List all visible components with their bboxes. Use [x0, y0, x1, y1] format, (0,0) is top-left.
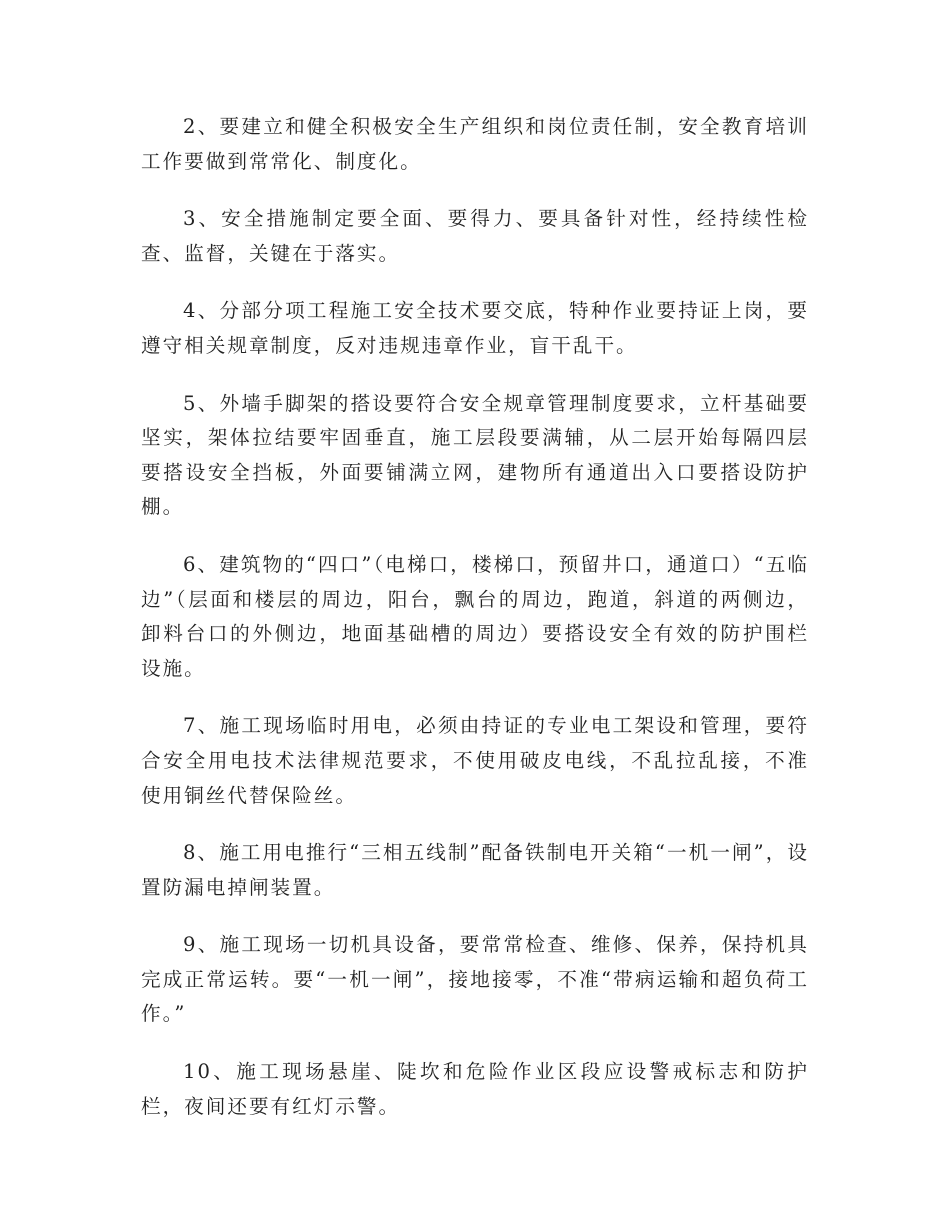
document-body: [141, 110, 809, 1147]
paragraph-8: 8、施工用电推行“三相五线制”配备铁制电开关箱“一机一闸”，设置防漏电掉闸装置。: [141, 841, 809, 899]
paragraph-10: 10、施工现场悬崖、陡坎和危险作业区段应设警戒标志和防护栏，夜间还要有红灯示警。: [141, 1060, 809, 1118]
paragraph-3: 3、安全措施制定要全面、要得力、要具备针对性，经持续性检查、监督，关键在于落实。: [141, 207, 809, 265]
paragraph-9: 9、施工现场一切机具设备，要常常检查、维修、保养，保持机具完成正常运转。要“一机一闸”，接地接零，不准“带病运输和超负荷工作。”: [141, 933, 809, 1026]
paragraph-2: 2、要建立和健全积极安全生产组织和岗位责任制，安全教育培训工作要做到常常化、制度化。: [141, 115, 809, 173]
paragraph-4: 4、分部分项工程施工安全技术要交底，特种作业要持证上岗，要遵守相关规章制度，反对违规违章作业，盲干乱干。: [141, 299, 809, 357]
paragraph-6: 6、建筑物的“四口”（电梯口，楼梯口，预留井口，通道口）“五临边”（层面和楼层的周边，阳台，飘台的周边，跑道，斜道的两侧边，卸料台口的外侧边，地面基础槽的周边）要搭设安全有效的防护围栏设施。: [141, 552, 809, 680]
paragraph-5: 5、外墙手脚架的搭设要符合安全规章管理制度要求，立杆基础要坚实，架体拉结要牢固垂直，施工层段要满辅，从二层开始每隔四层要搭设安全挡板，外面要铺满立网，建物所有通道出入口要搭设防护棚。: [141, 391, 809, 519]
paragraph-7: 7、施工现场临时用电，必须由持证的专业电工架设和管理，要符合安全用电技术法律规范要求，不使用破皮电线，不乱拉乱接，不准使用铜丝代替保险丝。: [141, 714, 809, 807]
